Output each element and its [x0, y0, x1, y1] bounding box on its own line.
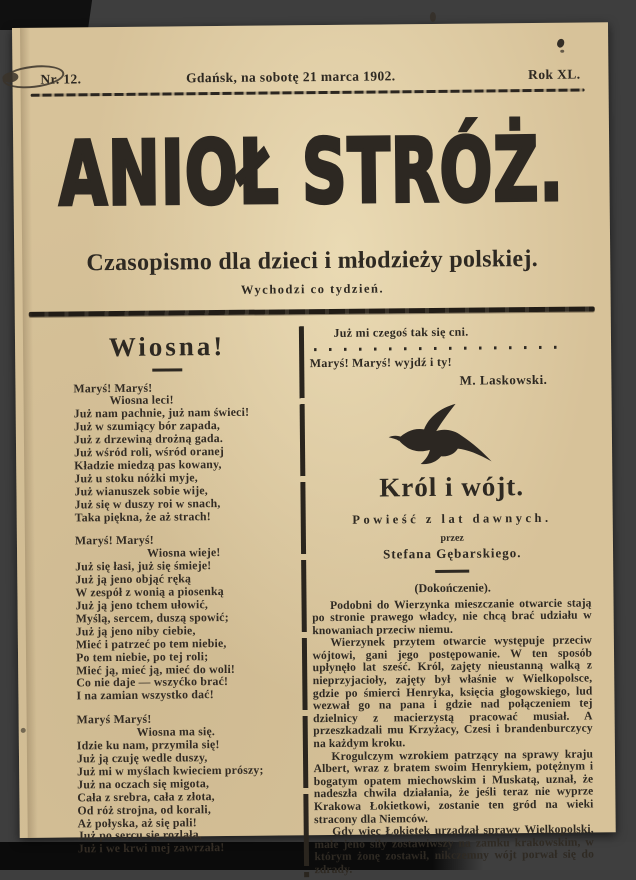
column-divider-rule	[299, 326, 309, 877]
poem-title: Wiosna!	[108, 330, 226, 363]
right-column	[309, 319, 596, 876]
story-title: Król i wójt.	[379, 471, 525, 503]
dateline: Gdańsk, na sobotę 21 marca 1902.	[185, 68, 396, 86]
ink-speck	[21, 728, 26, 733]
story-byline-prefix: przez	[440, 532, 464, 544]
masthead-frequency: Wychodzi co tydzień.	[240, 281, 385, 297]
ellipsis-dots-rule	[314, 346, 562, 351]
poem-stanza: Maryś Maryś! Wiosna ma się. Idzie ku nam, przymila się! Już ją czuję wedle duszy, Już mi w myślach kwieciem prószy; Już na oczach się migota, Cała z srebra, cała z złota, Od róż strojna, od korali, Aż połyska, aż się pali! Już po sercu się rozlała, Już i we krwi mej zawrzała!	[76, 711, 264, 856]
poem-author: M. Laskowski.	[459, 371, 548, 388]
poem-continuation-line: Maryś! Maryś! wyjdź i ty!	[309, 354, 452, 371]
story-paragraph: Krogulczym wzrokiem patrzący na sprawy kraju Albert, wraz z bratem swoim Henrykiem, potężnym i bogatym opatem miechowskim i Muskatą, uznał, że nadeszła chwila działania, że jeśli teraz nie wyprze Krakowa Łokietkowi, zostanie ten gród na wieki stracony dla Niemców.	[313, 747, 594, 826]
ink-speck	[560, 50, 564, 53]
newspaper-page	[12, 22, 616, 877]
poem-stanza: Maryś! Maryś! Wiosna leci! Już nam pachnie, już nam świeci! Już w szumiący bór zapada, Już z drzewiną drożną gada. Już wśród roli, wśród oranej Kładzie miedzą pas kowany, Już u stoku nóżki myje, Już wianuszek sobie wije, Już się w duszy roi w snach, Taka piękna, że aż strach!	[73, 380, 250, 524]
left-column	[39, 322, 300, 879]
scan-edge-shadow	[0, 0, 92, 30]
story-byline: Stefana Gębarskiego.	[383, 545, 522, 562]
masthead-title: ANIOŁ STRÓŻ.	[58, 117, 565, 226]
story-paragraph: Podobni do Wierzynka mieszczanie otwarcie stają po stronie prawego władcy, nie chcą brać udziału w knowaniach przeciw niemu.	[312, 595, 592, 637]
story-paragraph: Gdy więc Łokietek urządzał sprawy Wielkopolski, małe jeno siły zostawiwszy na zamku krakowskim, w którym żonę zostawił, nikczemny wójt porwał się do zdrady.	[314, 822, 595, 877]
poem-title-rule	[152, 368, 182, 371]
content-columns	[15, 311, 616, 879]
story-section-note: (Dokończenie).	[414, 579, 491, 595]
poem-stanza: Maryś! Maryś! Wiosna wieje! Już się łasi, już się śmieje! Już ją jeno objąć ręką W zespół z wonią a piosenką Już ją jeno tchem ułowić, Myślą, sercem, duszą spowić; Już ją jeno niby ciebie, Mieć i patrzeć po tem niebie, Po tem niebie, po tej roli; Mieć ją, mieć ją, mieć do woli! Co nie daje — wszyćko brać! I na zamian wszystko dać!	[74, 533, 236, 703]
volume-label: Rok XL.	[528, 66, 581, 83]
swallow-illustration	[310, 401, 592, 471]
swallow-icon	[385, 402, 498, 465]
ink-speck	[430, 12, 436, 22]
issue-number: Nr. 12.	[40, 71, 82, 87]
story-paragraph: Wierzynek przytem otwarcie występuje przeciw wójtowi, gani jego postępowanie. W ten sposób upłynęło lat sześć. Król, zajęty nieustanną walką z nieprzyjacioły, zajęty był właśnie w Wielkopolsce, gdzie po śmierci Henryka, księcia głogowskiego, lud wezwał go na pana i gdzie nad połączeniem tej dzielnicy z macierzystą pracować musiał. A przeszkadzali mu Krzyżacy, Czesi i brandenburczycy na każdym kroku.	[312, 633, 593, 751]
story-rule	[435, 570, 469, 573]
masthead-subtitle: Czasopismo dla dzieci i młodzieży polskiej.	[86, 245, 539, 277]
page-header	[12, 22, 609, 92]
story-subtitle: Powieść z lat dawnych.	[352, 510, 552, 527]
poem-continuation-line: Już mi czegoś tak się cni.	[333, 324, 469, 340]
